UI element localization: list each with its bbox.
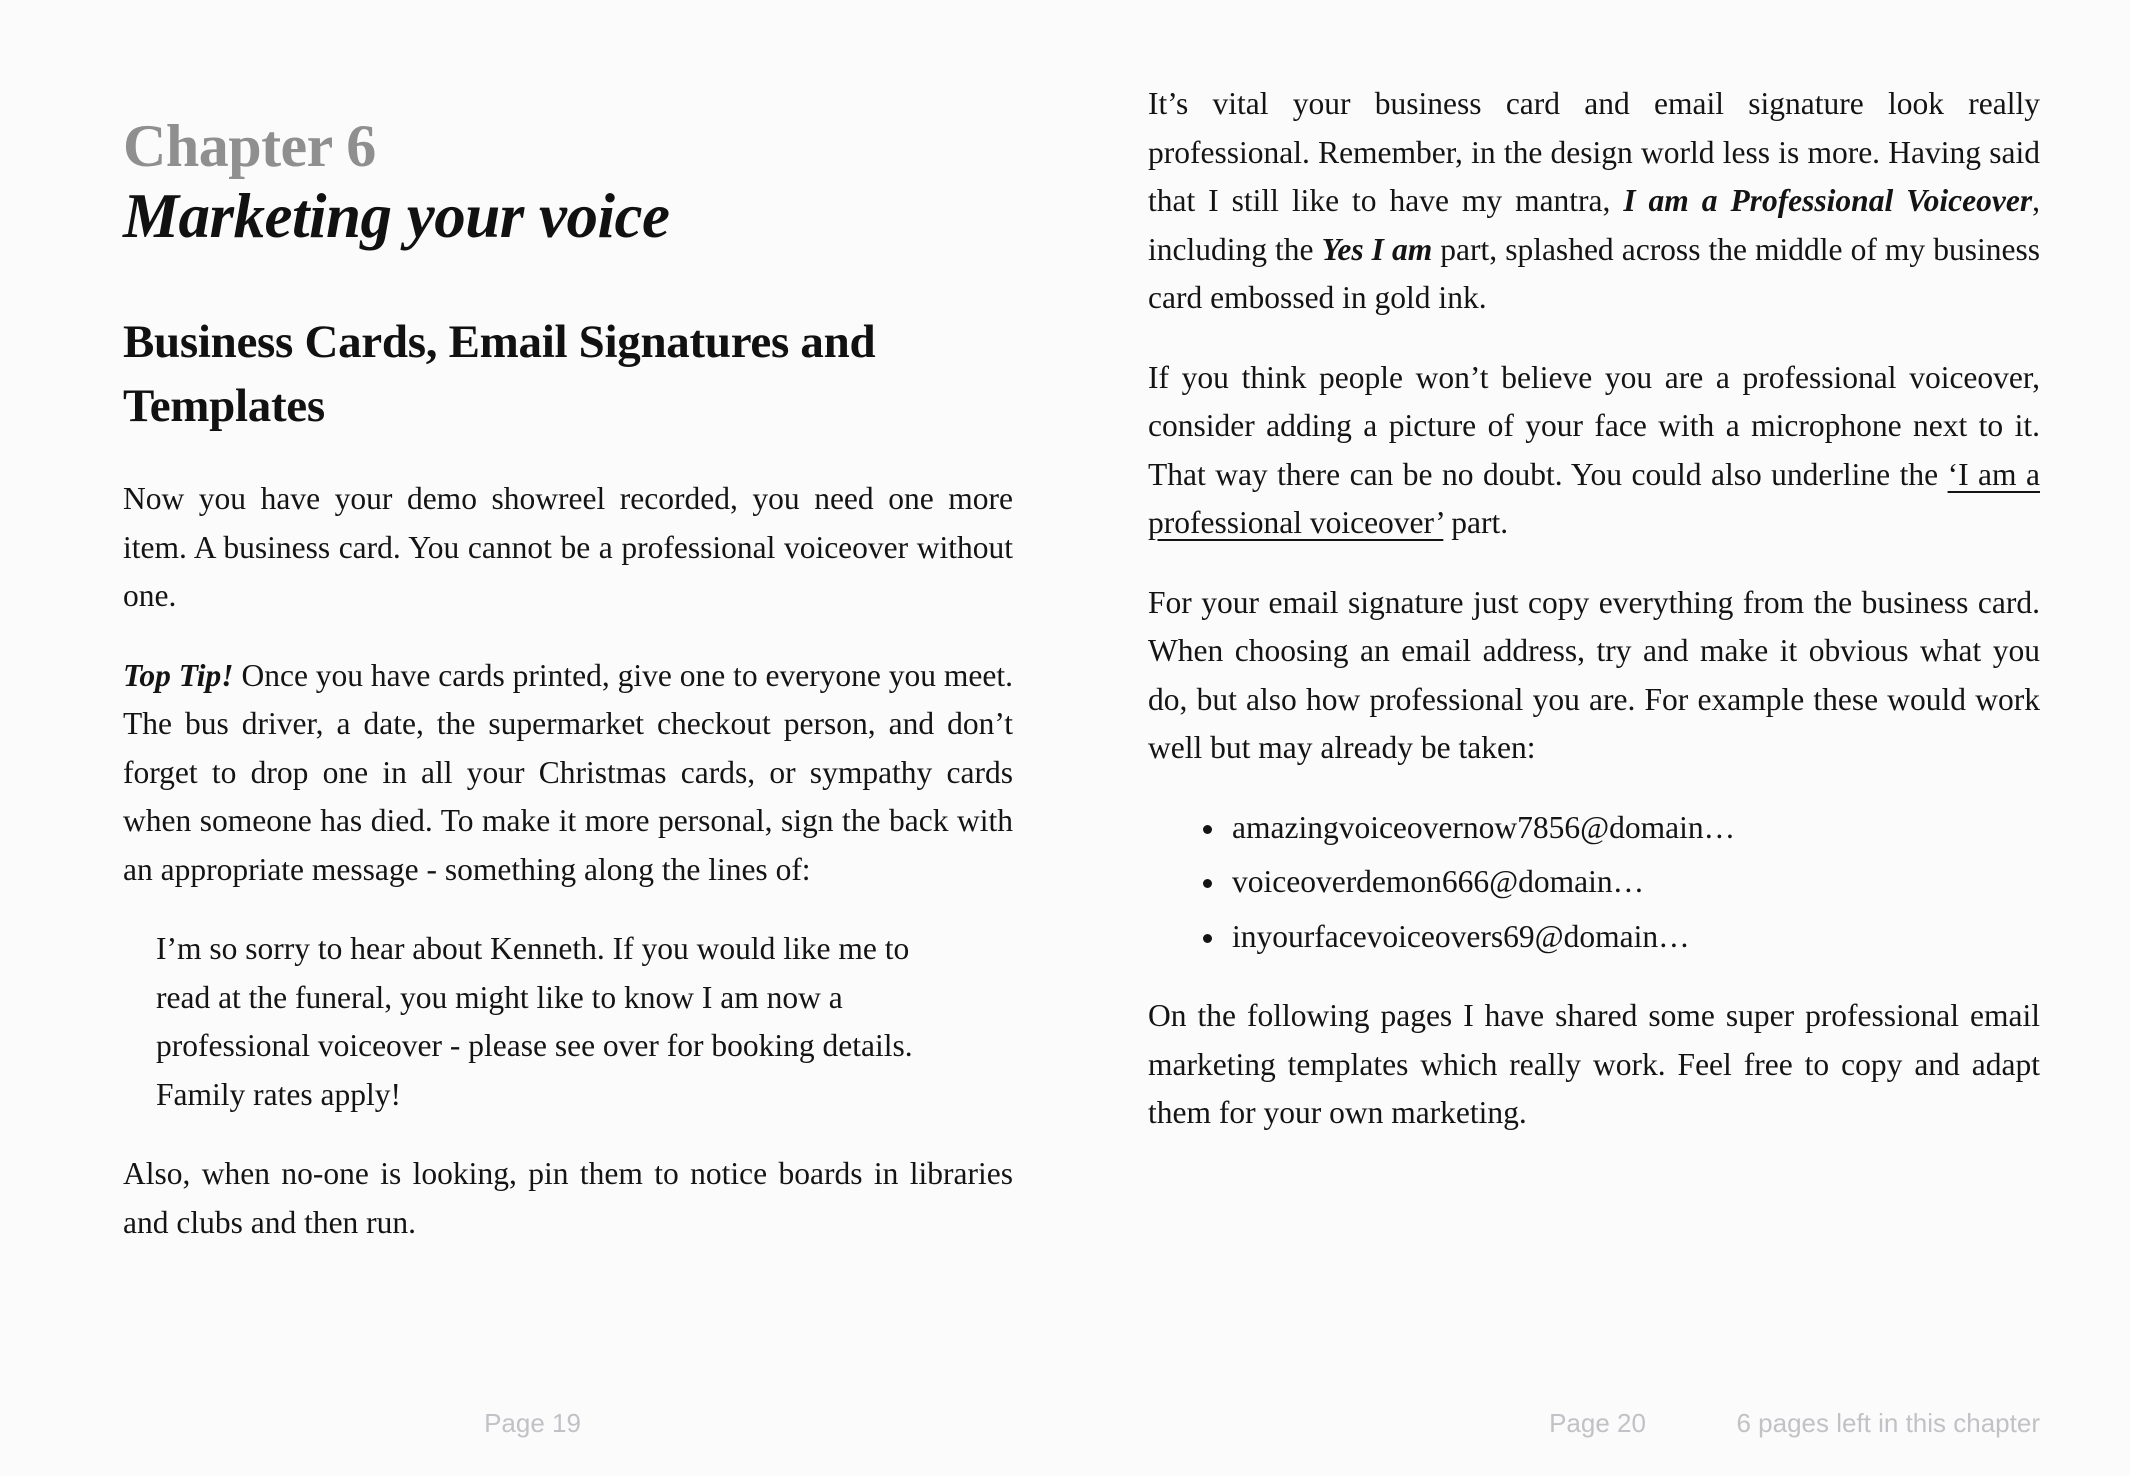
text-run: Once you have cards printed, give one to everyone you meet. The bus driver, a date, the supermarket checkout person, and don’t forget to drop one in all your Christmas cards, or sympathy cards when someone has died. To make it more personal, sign the back with an appropriate message - something along the lines of:: [123, 657, 1013, 887]
text-run: part, splashed across the middle of my business card embossed in gold ink.: [1148, 231, 2040, 315]
list-item: • amazingvoiceovernow7856@domain…: [1228, 804, 2040, 853]
text-run: Yes I am: [1321, 231, 1433, 267]
text-run: Also, when no-one is looking, pin them to notice boards in libraries and clubs and then run.: [123, 1156, 1013, 1240]
left-page-body: [123, 475, 1013, 1247]
body-paragraph: [123, 1150, 1013, 1247]
text-run: If you think people won’t believe you are a professional voiceover, consider adding a picture of your face with a microphone next to it. That way there can be no doubt. You could also underline the: [1148, 359, 2040, 492]
body-paragraph: [123, 652, 1013, 895]
left-page: [123, 112, 1013, 1247]
section-heading: [123, 310, 1013, 438]
chapter-label: Chapter 6: [123, 113, 376, 179]
right-page-number: Page 20: [1549, 1408, 1646, 1438]
text-run: I’m so sorry to hear about Kenneth. If you would like me to read at the funeral, you might like to know I am now a professional voiceover - please see over for booking details. Family rates apply!: [156, 931, 913, 1112]
body-paragraph: [1148, 992, 2040, 1138]
text-run: I am a Professional Voiceover: [1623, 183, 2033, 218]
text-run: Now you have your demo showreel recorded, you need one more item. A business card. You cannot be a professional voiceover without one.: [123, 481, 1013, 613]
text-run: part.: [1443, 505, 1509, 540]
right-page-body: [1148, 80, 2040, 1138]
bullet-list: [1148, 804, 2040, 962]
text-run: Top Tip!: [123, 657, 234, 693]
text-run: On the following pages I have shared some super professional email marketing templates which really work. Feel free to copy and adapt them for your own marketing.: [1148, 998, 2040, 1130]
body-paragraph: [1148, 80, 2040, 323]
chapter-title: Marketing your voice: [123, 181, 670, 251]
left-page-number: Page 19: [484, 1408, 581, 1438]
text-run: For your email signature just copy everything from the business card. When choosing an email address, try and make it obvious what you do, but also how professional you are. For example these would work well but may already be taken:: [1148, 584, 2040, 765]
text-run: , including the: [1148, 183, 2040, 267]
body-paragraph: [1148, 354, 2040, 548]
text-run: It’s vital your business card and email signature look really professional. Remember, in the design world less is more. Having said that I still like to have my mantra,: [1148, 86, 2040, 218]
text-run: ‘I am a professional voiceover’: [1148, 456, 2040, 540]
section-heading-line: Business Cards, Email Signatures and: [123, 316, 876, 368]
body-paragraph: [1148, 579, 2040, 773]
list-item: • inyourfacevoiceovers69@domain…: [1228, 913, 2040, 962]
quote-paragraph: [156, 925, 967, 1119]
pages-left-indicator[interactable]: 6 pages left in this chapter: [1736, 1408, 2040, 1438]
right-page: [1148, 80, 2040, 1138]
section-heading-line: Templates: [123, 380, 325, 432]
list-item: • voiceoverdemon666@domain…: [1228, 858, 2040, 907]
body-paragraph: [123, 475, 1013, 621]
